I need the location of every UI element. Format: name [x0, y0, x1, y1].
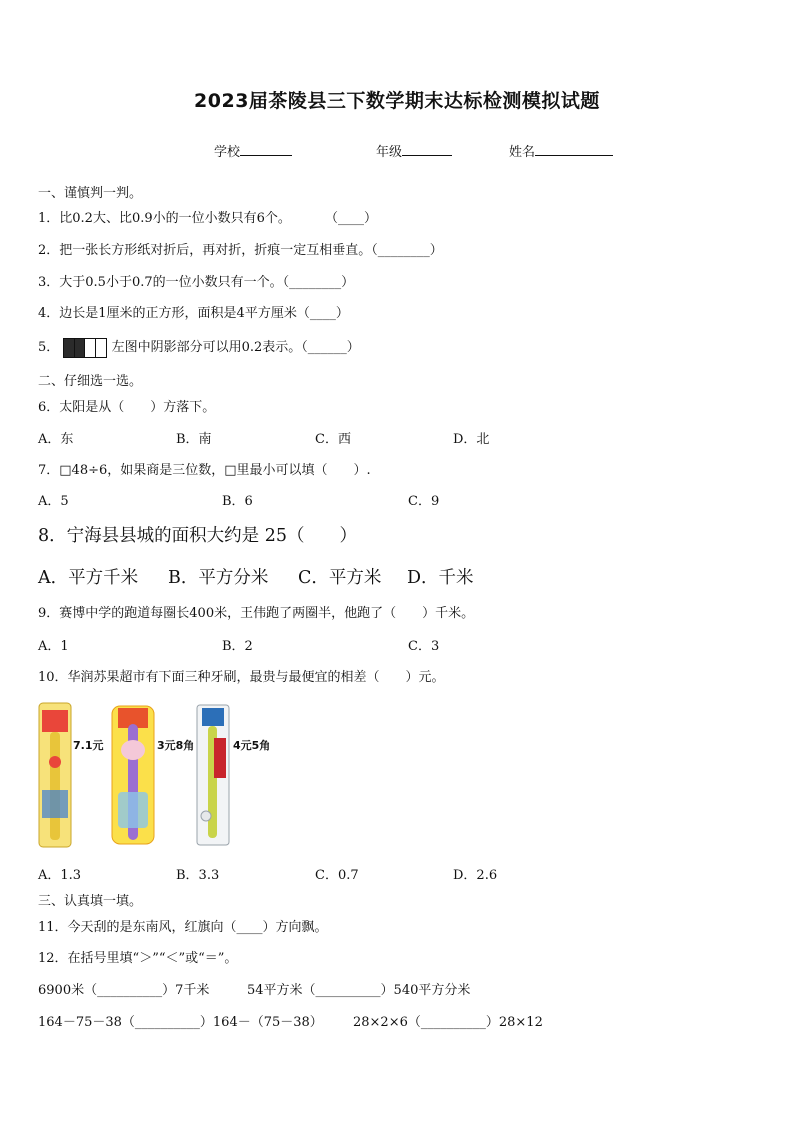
q12-item-3[interactable]: 164－75－38（__________）164－（75－38） [38, 1015, 323, 1030]
question-2: 2．把一张长方形纸对折后，再对折，折痕一定互相垂直。（________） [38, 243, 443, 258]
q12-item-4[interactable]: 28×2×6（__________）28×12 [353, 1015, 543, 1030]
q10-option-a[interactable]: A．1.3 [38, 868, 82, 883]
question-5-number: 5． [38, 340, 60, 355]
q8-option-b[interactable]: B．平方分米 [168, 568, 269, 588]
q7-option-b[interactable]: B．6 [222, 494, 253, 509]
shaded-grid-figure [63, 338, 107, 358]
question-5 [38, 336, 360, 358]
grade-label: 年级 [376, 145, 403, 160]
q7-option-a[interactable]: A．5 [38, 494, 69, 509]
name-label: 姓名 [509, 145, 536, 160]
q8-option-a[interactable]: A．平方千米 [38, 568, 139, 588]
name-blank[interactable] [535, 143, 613, 156]
section2-heading: 二、仔细选一选。 [38, 374, 143, 389]
question-11: 11．今天刮的是东南风，红旗向（____）方向飘。 [38, 920, 328, 935]
question-3: 3．大于0.5小于0.7的一位小数只有一个。（________） [38, 275, 355, 290]
q6-option-b[interactable]: B．南 [176, 432, 212, 447]
toothbrush-1-price: 7.1元 [73, 739, 104, 752]
q6-option-a[interactable]: A．东 [38, 432, 74, 447]
q12-item-1[interactable]: 6900米（__________）7千米 [38, 983, 210, 998]
question-1 [38, 207, 377, 226]
q9-option-c[interactable]: C．3 [408, 639, 440, 654]
question-9: 9．赛博中学的跑道每圈长400米，王伟跑了两圈半，他跑了（ ）千米。 [38, 606, 475, 621]
q9-option-b[interactable]: B．2 [222, 639, 253, 654]
question-5-text: 左图中阴影部分可以用0.2表示。（______） [111, 340, 360, 355]
question-4: 4．边长是1厘米的正方形，面积是4平方厘米（____） [38, 306, 349, 321]
school-label: 学校 [214, 145, 241, 160]
q8-option-c[interactable]: C．平方米 [298, 568, 382, 588]
q9-option-a[interactable]: A．1 [38, 639, 69, 654]
question-10: 10．华润苏果超市有下面三种牙刷，最贵与最便宜的相差（ ）元。 [38, 670, 445, 685]
grade-field[interactable] [376, 141, 452, 160]
question-12: 12．在括号里填“＞”“＜”或“＝”。 [38, 951, 238, 966]
question-8: 8．宁海县县城的面积大约是 25（ ） [38, 526, 357, 546]
toothbrush-1-image [38, 702, 72, 848]
q6-option-c[interactable]: C．西 [315, 432, 351, 447]
toothbrush-2-price: 3元8角 [157, 739, 195, 752]
toothbrush-3-image [196, 704, 230, 846]
toothbrush-3-price: 4元5角 [233, 739, 271, 752]
q8-option-d[interactable]: D．千米 [407, 568, 474, 588]
q12-item-2[interactable]: 54平方米（__________）540平方分米 [247, 983, 471, 998]
school-field[interactable] [214, 141, 292, 160]
question-1-answer[interactable]: （____） [325, 211, 378, 226]
q10-option-d[interactable]: D．2.6 [453, 868, 498, 883]
toothbrush-1-handle [50, 732, 60, 840]
q7-option-c[interactable]: C．9 [408, 494, 440, 509]
toothbrush-2-image [110, 704, 156, 846]
name-field[interactable] [509, 141, 613, 160]
section3-heading: 三、认真填一填。 [38, 894, 143, 909]
question-6: 6．太阳是从（ ）方落下。 [38, 400, 216, 415]
section1-heading: 一、谨慎判一判。 [38, 186, 143, 201]
page-title: 2023届茶陵县三下数学期末达标检测模拟试题 [194, 90, 600, 112]
q10-option-c[interactable]: C．0.7 [315, 868, 359, 883]
school-blank[interactable] [240, 143, 292, 156]
q6-option-d[interactable]: D．北 [453, 432, 490, 447]
q10-option-b[interactable]: B．3.3 [176, 868, 220, 883]
question-7: 7．□48÷6，如果商是三位数，□里最小可以填（ ）. [38, 463, 371, 478]
grade-blank[interactable] [402, 143, 452, 156]
question-1-text: 1．比0.2大、比0.9小的一位小数只有6个。 [38, 211, 291, 226]
